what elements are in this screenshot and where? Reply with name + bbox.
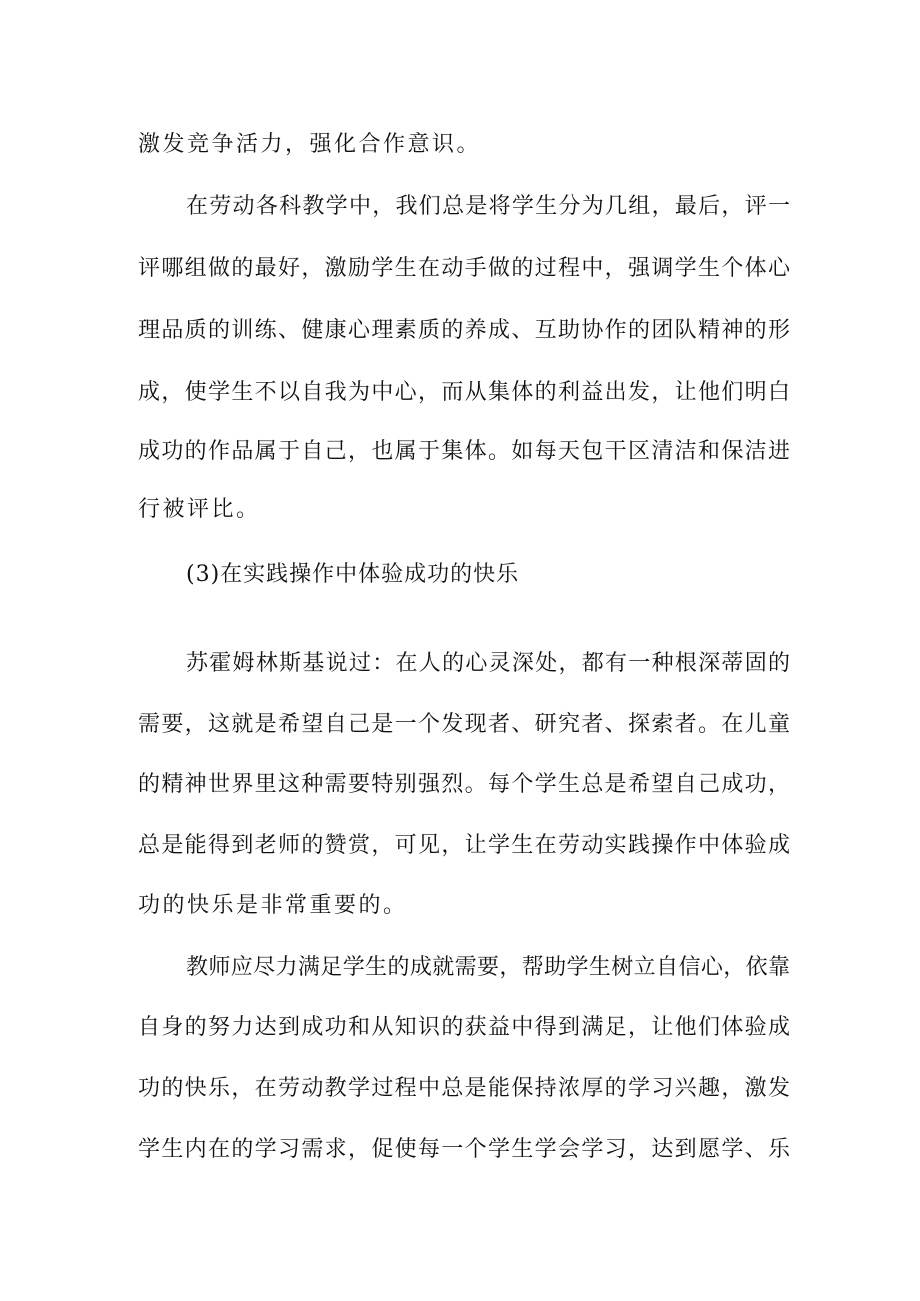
paragraph-line: 在劳动各科教学中，我们总是将学生分为几组，最后，评一 xyxy=(186,194,790,219)
paragraph-line: 成功的作品属于自己，也属于集体。如每天包干区清洁和保洁进 xyxy=(138,439,790,464)
paragraph-line: 总是能得到老师的赞赏，可见，让学生在劳动实践操作中体验成 xyxy=(138,833,790,858)
paragraph-line: 成，使学生不以自我为中心，而从集体的利益出发，让他们明白 xyxy=(138,380,790,405)
paragraph-line: 功的快乐，在劳动教学过程中总是能保持浓厚的学习兴趣，激发 xyxy=(138,1076,790,1101)
paragraph-line: 教师应尽力满足学生的成就需要，帮助学生树立自信心，依靠 xyxy=(186,955,790,980)
paragraph-line: 评哪组做的最好，激励学生在动手做的过程中，强调学生个体心 xyxy=(138,256,790,281)
paragraph-line: 功的快乐是非常重要的。 xyxy=(138,893,408,918)
paragraph-line: 激发竞争活力，强化合作意识。 xyxy=(138,132,482,157)
paragraph-line: 需要，这就是希望自己是一个发现者、研究者、探索者。在儿童 xyxy=(138,712,790,737)
section-heading: (3)在实践操作中体验成功的快乐 xyxy=(186,562,520,587)
paragraph-line: 行被评比。 xyxy=(138,497,261,522)
paragraph-line: 自身的努力达到成功和从知识的获益中得到满足，让他们体验成 xyxy=(138,1015,790,1040)
paragraph-line: 苏霍姆林斯基说过：在人的心灵深处，都有一种根深蒂固的 xyxy=(186,651,790,676)
paragraph-line: 的精神世界里这种需要特别强烈。每个学生总是希望自己成功， xyxy=(138,772,790,797)
paragraph-line: 学生内在的学习需求，促使每一个学生学会学习，达到愿学、乐 xyxy=(138,1137,790,1162)
paragraph-line: 理品质的训练、健康心理素质的养成、互助协作的团队精神的形 xyxy=(138,318,790,343)
